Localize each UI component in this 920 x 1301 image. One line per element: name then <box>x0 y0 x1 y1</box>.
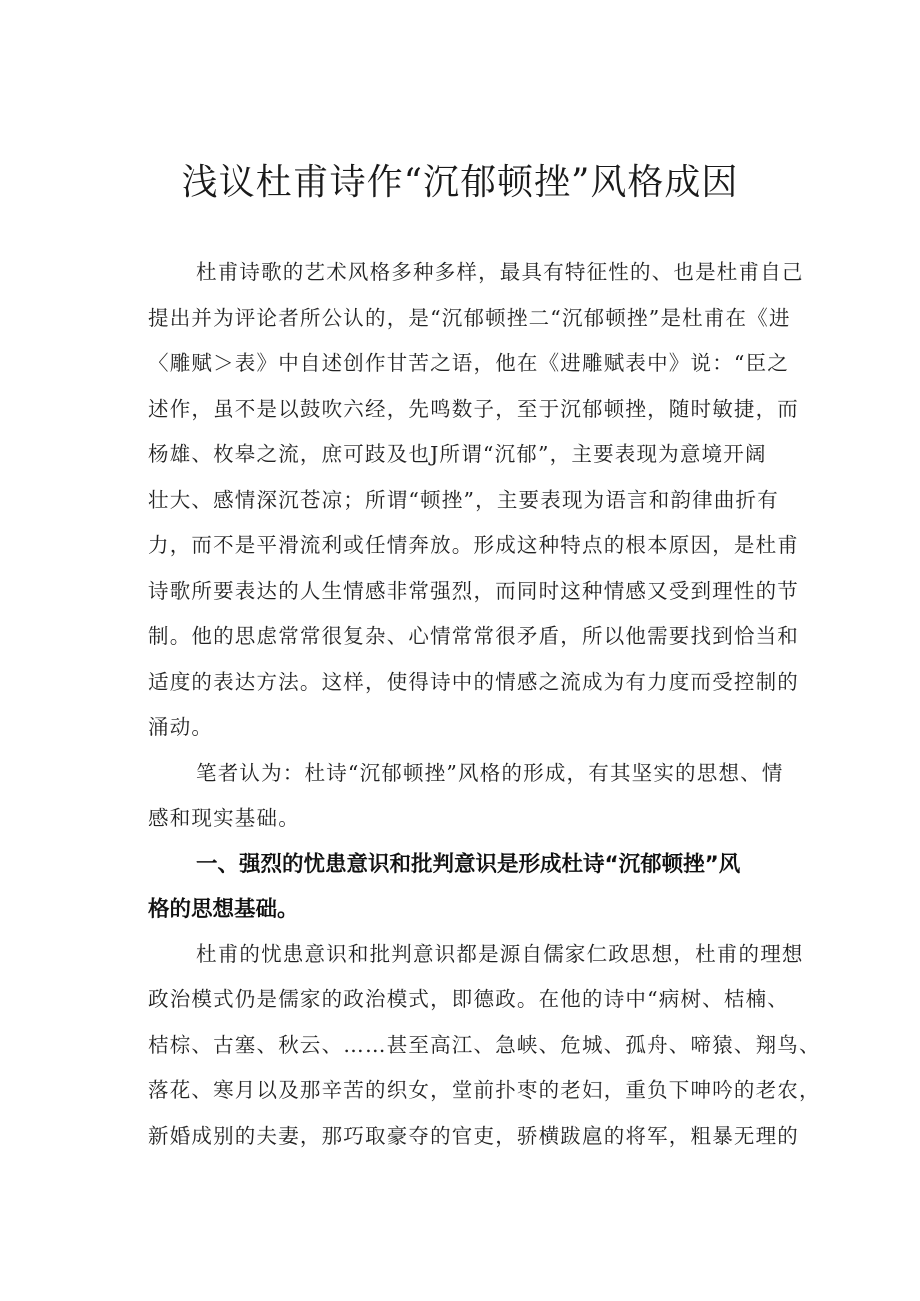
paragraph-line: 适度的表达方法。这样，使得诗中的情感之流成为有力度而受控制的 <box>148 669 799 694</box>
paragraph-line: 杜甫诗歌的艺术风格多种多样，最具有特征性的、也是杜甫自己 <box>196 260 804 284</box>
paragraph-line: 述作，虽不是以鼓吹六经，先鸣数子，至于沉郁顿挫，随时敏捷，而 <box>148 396 799 421</box>
section-heading <box>148 842 812 932</box>
paragraph-thesis <box>148 751 812 842</box>
document-body <box>148 250 821 1159</box>
paragraph-line: 力，而不是平滑流利或任情奔放。形成这种特点的根本原因，是杜甫 <box>148 533 799 557</box>
paragraph-line: 感和现实基础。 <box>148 806 300 830</box>
paragraph-line: 新婚成别的夫妻，那巧取豪夺的官吏，骄横跋扈的将军，粗暴无理的 <box>148 1123 799 1148</box>
paragraph-section-one <box>148 932 821 1160</box>
paragraph-line: 政治模式仍是儒家的政治模式，即德政。在他的诗中“病树、桔楠、 <box>148 987 789 1011</box>
paragraph-line: 笔者认为：杜诗“沉郁顿挫”风格的形成，有其坚实的思想、情 <box>196 760 784 785</box>
paragraph-line: 壮大、感情深沉苍凉；所谓“顿挫”，主要表现为语言和韵律曲折有 <box>148 487 779 512</box>
document-title: 浅议杜甫诗作“沉郁顿挫”风格成因 <box>181 162 739 203</box>
paragraph-line: 桔棕、古塞、秋云、……甚至高江、急峡、危城、孤舟、啼猿、翔鸟、 <box>148 1032 821 1057</box>
paragraph-line: 提出并为评论者所公认的，是“沉郁顿挫二“沉郁顿挫”是杜甫在《进 <box>148 305 791 330</box>
paragraph-intro <box>148 250 812 751</box>
paragraph-line: 涌动。 <box>148 715 214 739</box>
heading-line: 格的思想基础。 <box>148 896 299 922</box>
paragraph-line: 杨雄、枚皋之流，庶可跂及也J所谓“沉郁”，主要表现为意境开阔 <box>148 442 767 466</box>
paragraph-line: 杜甫的忧患意识和批判意识都是源自儒家仁政思想，杜甫的理想 <box>196 941 804 966</box>
paragraph-line: 落花、寒月以及那辛苦的织女，堂前扑枣的老妇，重负下呻吟的老农， <box>148 1078 821 1102</box>
paragraph-line: 诗歌所要表达的人生情感非常强烈，而同时这种情感又受到理性的节 <box>148 578 799 603</box>
paragraph-line: 〈雕赋＞表》中自述创作甘苦之语，他在《进雕赋表中》说：“臣之 <box>148 351 789 375</box>
paragraph-line: 制。他的思虑常常很复杂、心情常常很矛盾，所以他需要找到恰当和 <box>148 624 799 648</box>
heading-line: 一、强烈的忧患意识和批判意识是形成杜诗“沉郁顿挫”风 <box>196 851 741 877</box>
